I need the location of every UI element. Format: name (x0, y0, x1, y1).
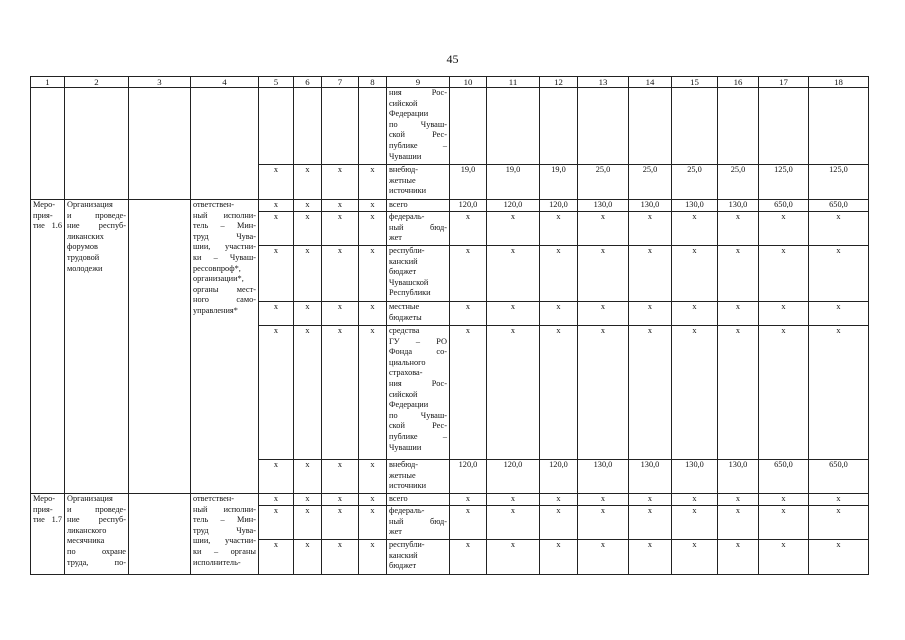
amount-cell: x (540, 506, 578, 540)
amount-cell: x (809, 540, 869, 575)
amount-cell: 650,0 (759, 200, 809, 212)
amount-cell: 650,0 (809, 200, 869, 212)
column-number: 10 (450, 77, 487, 88)
amount-cell (450, 88, 487, 165)
amount-cell: x (540, 494, 578, 506)
code-cell: x (359, 302, 387, 326)
column-number: 14 (629, 77, 672, 88)
amount-cell: x (672, 540, 718, 575)
amount-cell: x (487, 540, 540, 575)
funding-source: республи- канский бюджет Чувашской Республики (387, 246, 450, 302)
amount-cell: x (809, 302, 869, 326)
amount-cell: x (759, 212, 809, 246)
table-row (31, 494, 869, 506)
page-number: 45 (446, 52, 459, 66)
amount-cell: 19,0 (540, 165, 578, 200)
amount-cell (578, 88, 629, 165)
amount-cell: x (672, 212, 718, 246)
code-cell: x (322, 246, 359, 302)
code-cell: x (359, 246, 387, 302)
amount-cell: x (809, 494, 869, 506)
amount-cell: 130,0 (672, 460, 718, 494)
amount-cell: 130,0 (629, 460, 672, 494)
amount-cell: x (718, 212, 759, 246)
amount-cell: x (629, 302, 672, 326)
amount-cell: 125,0 (809, 165, 869, 200)
code-cell: x (294, 494, 322, 506)
code-cell: x (359, 200, 387, 212)
amount-cell: x (487, 494, 540, 506)
code-cell (294, 88, 322, 165)
amount-cell: x (759, 326, 809, 460)
amount-cell: 19,0 (487, 165, 540, 200)
code-cell: x (359, 212, 387, 246)
amount-cell: 120,0 (450, 460, 487, 494)
amount-cell: 120,0 (540, 200, 578, 212)
code-cell: x (294, 200, 322, 212)
code-cell: x (259, 200, 294, 212)
code-cell: x (294, 540, 322, 575)
amount-cell: x (578, 212, 629, 246)
amount-cell: x (450, 326, 487, 460)
table-row (31, 88, 869, 165)
column-number: 8 (359, 77, 387, 88)
code-cell: x (259, 302, 294, 326)
amount-cell: x (487, 212, 540, 246)
amount-cell: x (450, 506, 487, 540)
column-number: 3 (129, 77, 191, 88)
code-cell: x (259, 212, 294, 246)
amount-cell: x (718, 302, 759, 326)
funding-source: республи- канский бюджет (387, 540, 450, 575)
code-cell: x (294, 460, 322, 494)
code-cell: x (322, 494, 359, 506)
column-number: 13 (578, 77, 629, 88)
code-cell (259, 88, 294, 165)
code-cell: x (294, 246, 322, 302)
amount-cell: 130,0 (578, 200, 629, 212)
table-row (31, 200, 869, 212)
amount-cell: x (809, 506, 869, 540)
event-name (65, 88, 129, 200)
code-cell: x (359, 494, 387, 506)
amount-cell: x (718, 326, 759, 460)
code-cell: x (359, 165, 387, 200)
amount-cell (487, 88, 540, 165)
column-number: 9 (387, 77, 450, 88)
code-cell: x (259, 326, 294, 460)
amount-cell: 125,0 (759, 165, 809, 200)
code-cell: x (294, 506, 322, 540)
column-number: 1 (31, 77, 65, 88)
amount-cell: 650,0 (809, 460, 869, 494)
amount-cell: x (540, 326, 578, 460)
amount-cell: x (487, 302, 540, 326)
column-number: 7 (322, 77, 359, 88)
amount-cell: x (629, 506, 672, 540)
header-row (31, 77, 869, 88)
amount-cell: x (487, 326, 540, 460)
funding-source: федераль- ный бюд- жет (387, 506, 450, 540)
amount-cell: x (718, 494, 759, 506)
amount-cell: 19,0 (450, 165, 487, 200)
event-number (31, 88, 65, 200)
code-cell: x (322, 212, 359, 246)
event-goal (129, 200, 191, 494)
column-number: 4 (191, 77, 259, 88)
amount-cell: x (450, 540, 487, 575)
code-cell: x (259, 246, 294, 302)
amount-cell: x (629, 326, 672, 460)
code-cell: x (322, 302, 359, 326)
code-cell: x (259, 540, 294, 575)
event-name: Организация и проведе- ние респуб- ликанского месячника по охране труда, по- (65, 494, 129, 575)
amount-cell: x (629, 246, 672, 302)
amount-cell: x (629, 212, 672, 246)
amount-cell: x (629, 494, 672, 506)
amount-cell: x (672, 506, 718, 540)
amount-cell: x (540, 540, 578, 575)
budget-table (30, 76, 869, 575)
amount-cell: x (540, 302, 578, 326)
amount-cell: x (759, 246, 809, 302)
amount-cell: x (450, 302, 487, 326)
amount-cell (718, 88, 759, 165)
column-number: 15 (672, 77, 718, 88)
funding-source: всего (387, 494, 450, 506)
amount-cell: 130,0 (578, 460, 629, 494)
event-executor: ответствен- ный исполни- тель – Мин- труд Чува- шии, участни- ки – органы исполнитель- (191, 494, 259, 575)
column-number: 17 (759, 77, 809, 88)
amount-cell: x (578, 494, 629, 506)
amount-cell: x (578, 326, 629, 460)
amount-cell: 25,0 (672, 165, 718, 200)
amount-cell: x (540, 212, 578, 246)
event-goal (129, 88, 191, 200)
amount-cell: 130,0 (672, 200, 718, 212)
code-cell: x (359, 326, 387, 460)
event-executor (191, 88, 259, 200)
amount-cell: x (672, 494, 718, 506)
amount-cell: x (629, 540, 672, 575)
amount-cell: 120,0 (540, 460, 578, 494)
column-number: 5 (259, 77, 294, 88)
funding-source: всего (387, 200, 450, 212)
amount-cell: 25,0 (629, 165, 672, 200)
code-cell: x (259, 165, 294, 200)
amount-cell: x (450, 246, 487, 302)
amount-cell: x (718, 246, 759, 302)
amount-cell (672, 88, 718, 165)
amount-cell: x (487, 506, 540, 540)
funding-source: федераль- ный бюд- жет (387, 212, 450, 246)
code-cell (359, 88, 387, 165)
code-cell: x (322, 200, 359, 212)
code-cell: x (259, 494, 294, 506)
amount-cell: x (578, 540, 629, 575)
code-cell: x (359, 540, 387, 575)
column-number: 18 (809, 77, 869, 88)
amount-cell: x (809, 212, 869, 246)
column-number: 12 (540, 77, 578, 88)
amount-cell: 130,0 (718, 460, 759, 494)
amount-cell: x (759, 540, 809, 575)
code-cell: x (294, 165, 322, 200)
code-cell: x (294, 326, 322, 460)
amount-cell: 120,0 (450, 200, 487, 212)
amount-cell: x (759, 494, 809, 506)
amount-cell: 130,0 (629, 200, 672, 212)
amount-cell: x (578, 246, 629, 302)
amount-cell (809, 88, 869, 165)
column-number: 16 (718, 77, 759, 88)
amount-cell: 650,0 (759, 460, 809, 494)
amount-cell (540, 88, 578, 165)
column-number: 6 (294, 77, 322, 88)
code-cell: x (359, 460, 387, 494)
amount-cell: x (578, 506, 629, 540)
amount-cell: 130,0 (718, 200, 759, 212)
funding-source: средства ГУ – РО Фонда со- циального страхова- ния Рос- сийской Федерации по Чуваш- ской Рес- публике – Чувашии (387, 326, 450, 460)
code-cell: x (322, 540, 359, 575)
amount-cell: x (450, 494, 487, 506)
event-number: Меро- прия- тие 1.7 (31, 494, 65, 575)
amount-cell: 25,0 (578, 165, 629, 200)
column-number: 11 (487, 77, 540, 88)
code-cell: x (322, 165, 359, 200)
amount-cell: 120,0 (487, 200, 540, 212)
code-cell: x (259, 506, 294, 540)
amount-cell: 25,0 (718, 165, 759, 200)
code-cell: x (322, 460, 359, 494)
code-cell: x (322, 506, 359, 540)
amount-cell: x (809, 326, 869, 460)
amount-cell: x (759, 506, 809, 540)
amount-cell: x (759, 302, 809, 326)
code-cell: x (294, 302, 322, 326)
amount-cell: x (809, 246, 869, 302)
code-cell: x (294, 212, 322, 246)
funding-source: внебюд- жетные источники (387, 460, 450, 494)
funding-source: внебюд- жетные источники (387, 165, 450, 200)
amount-cell: x (450, 212, 487, 246)
amount-cell: 120,0 (487, 460, 540, 494)
event-goal (129, 494, 191, 575)
code-cell: x (259, 460, 294, 494)
event-number: Меро- прия- тие 1.6 (31, 200, 65, 494)
amount-cell: x (718, 506, 759, 540)
amount-cell: x (487, 246, 540, 302)
amount-cell: x (718, 540, 759, 575)
code-cell: x (322, 326, 359, 460)
event-name: Организация и проведе- ние респуб- ликанских форумов трудовой молодежи (65, 200, 129, 494)
funding-source: местные бюджеты (387, 302, 450, 326)
amount-cell (629, 88, 672, 165)
column-number: 2 (65, 77, 129, 88)
amount-cell: x (672, 246, 718, 302)
funding-source: ния Рос- сийской Федерации по Чуваш- ской Рес- публике – Чувашии (387, 88, 450, 165)
code-cell (322, 88, 359, 165)
event-executor: ответствен- ный исполни- тель – Мин- труд Чува- шии, участни- ки – Чуваш- рессовпроф*, организации*, органы мест- ного само- управления* (191, 200, 259, 494)
amount-cell: x (540, 246, 578, 302)
code-cell: x (359, 506, 387, 540)
amount-cell (759, 88, 809, 165)
amount-cell: x (672, 302, 718, 326)
amount-cell: x (672, 326, 718, 460)
amount-cell: x (578, 302, 629, 326)
